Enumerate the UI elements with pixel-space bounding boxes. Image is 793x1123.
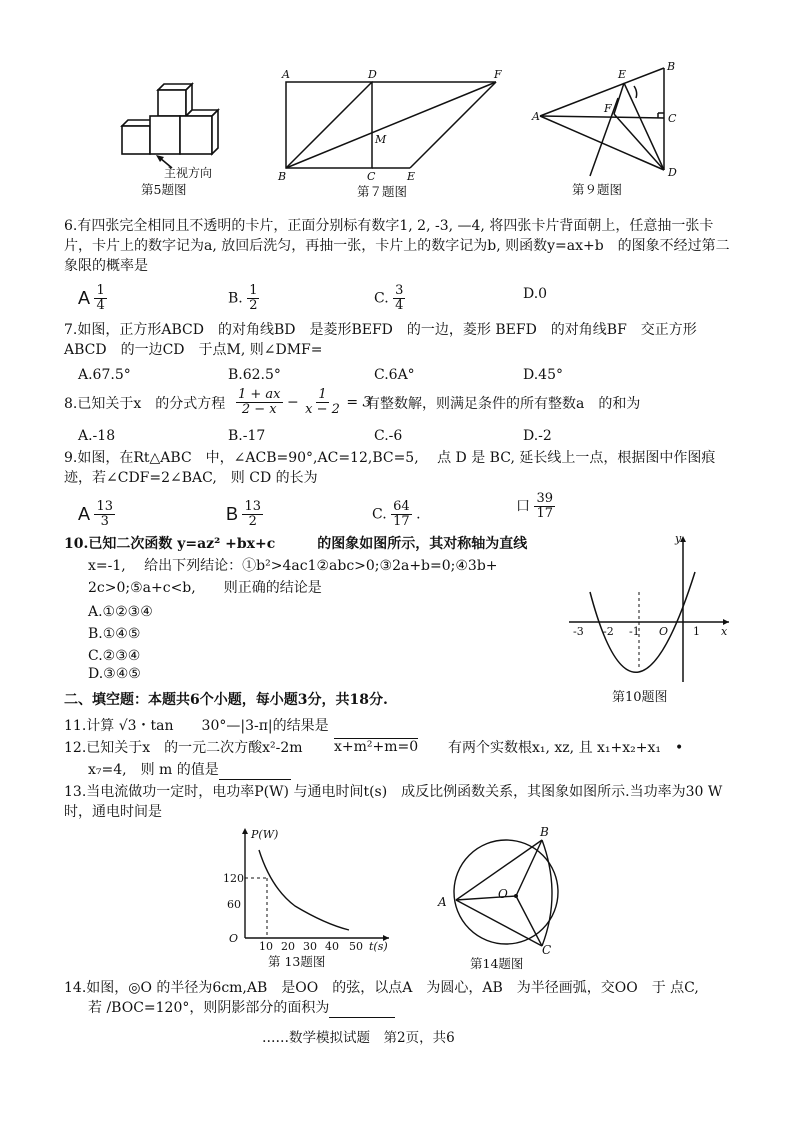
fig14-label-b: B — [540, 825, 549, 839]
page-footer: ……数学模拟试题 第2页，共6 — [262, 1030, 455, 1046]
fig13-label-30: 30 — [303, 940, 317, 953]
fig7-caption: 第７题图 — [357, 184, 408, 199]
q8-minus: − — [286, 394, 299, 411]
question-12-line1b: x+m²+m=0 — [334, 739, 419, 755]
q7-option-c: C.6A° — [374, 367, 415, 383]
figure-9-triangle — [530, 58, 690, 183]
q9-a-den: 3 — [100, 514, 109, 529]
q8-equals: = 3 — [346, 394, 372, 411]
question-6-text: 6.有四张完全相同且不透明的卡片，正面分别标有数字1, 2, -3, —4, 将四张卡片背面朝上，任意抽一张卡片，卡片上的数字记为a, 放回后洗匀，再抽一张，卡片上的数字记为b, 则函数y=ax+b 的图象不经过第二象限的概率是 — [64, 218, 730, 274]
q10-option-d: D.③④⑤ — [88, 666, 141, 682]
q9-option-d — [516, 492, 555, 521]
q6-option-b — [228, 284, 259, 313]
q9-c-num: 64 — [393, 499, 410, 514]
figure-7-square-rhombus — [270, 68, 520, 183]
question-10-line2: x=-1, 给出下列结论：①b²>4ac1②abc>0;③2a+b=0;④3b+ — [88, 558, 498, 574]
q12-line2-text: x₇=4, 则 m 的值是 — [88, 762, 219, 778]
fig13-label-10: 10 — [259, 940, 273, 953]
q6-c-num: 3 — [395, 283, 404, 298]
fig7-label-d: D — [368, 68, 377, 81]
q6-option-d: D.0 — [523, 286, 548, 302]
fig7-label-c: C — [367, 170, 376, 183]
question-11-text: 11.计算 √3・tan 30°—|3-π|的结果是 — [64, 718, 329, 734]
q9-b-num: 13 — [244, 499, 262, 514]
fig14-label-o: O — [498, 887, 508, 901]
question-8-post: 有整数解，则满足条件的所有整数a 的和为 — [366, 396, 641, 412]
q12-answer-blank[interactable] — [219, 765, 291, 780]
figure-10-parabola — [565, 532, 735, 687]
question-12-line1c: 有两个实数根x₁, xz, 且 x₁+x₂+x₁ • — [448, 740, 684, 756]
q6-option-a-label: A — [78, 288, 91, 308]
q6-option-c-label: C. — [374, 290, 389, 307]
q10-option-b: B.①④⑤ — [88, 626, 141, 642]
fig10-label-y: y — [675, 532, 682, 545]
q8-option-c: C.-6 — [374, 428, 403, 444]
q9-option-b — [226, 500, 263, 529]
fig9-label-a: A — [532, 110, 540, 123]
q9-d-num: 39 — [536, 491, 553, 506]
q7-option-a: A.67.5° — [78, 367, 131, 383]
fig10-label-o: O — [659, 625, 669, 638]
fig14-label-a: A — [438, 895, 447, 909]
question-7-text: 7.如图，正方形ABCD 的对角线BD 是菱形BEFD 的一边，菱形 BEFD 的对角线BF 交正方形 ABCD 的一边CD 于点M, 则∠DMF= — [64, 322, 697, 358]
fig10-caption: 第10题图 — [612, 690, 668, 705]
q9-option-d-label: 口 — [516, 498, 530, 515]
q9-option-c — [372, 500, 421, 529]
fig13-label-60: 60 — [227, 898, 241, 911]
q9-option-c-label: C. — [372, 506, 387, 523]
fig10-label-m2: -2 — [603, 625, 614, 638]
question-14-line1: 14.如图，◎O 的半径为6cm,AB 是OO 的弦，以点A 为圆心，AB 为半径画弧，交OO 于 点C, — [64, 980, 699, 996]
fig14-caption: 第14题图 — [470, 956, 524, 971]
fig9-label-e: E — [618, 68, 627, 81]
question-8-pre: 8.已知关于x 的分式方程 — [64, 396, 226, 412]
fig9-label-d: D — [668, 166, 677, 179]
q9-option-b-label: B — [226, 504, 239, 524]
q8-frac1-den: 2 − x — [241, 402, 277, 417]
fig13-label-50: 50 — [349, 940, 363, 953]
q9-d-den: 17 — [536, 506, 553, 521]
question-14-line2 — [88, 998, 395, 1018]
q7-option-b: B.62.5° — [228, 367, 281, 383]
fig9-label-f: F — [604, 102, 612, 115]
question-12-line2 — [88, 760, 291, 780]
q6-a-num: 1 — [96, 283, 105, 298]
q6-option-a — [78, 284, 107, 313]
fig5-arrow-label: 主视方向 — [164, 166, 213, 180]
fig7-label-b: B — [278, 170, 287, 183]
fig13-label-120: 120 — [223, 872, 244, 885]
fig9-label-c: C — [668, 112, 677, 125]
q9-c-den: 17 — [393, 514, 410, 529]
q6-option-c — [374, 284, 405, 313]
q6-c-den: 4 — [395, 298, 404, 313]
q8-frac1-num: 1 + ax — [238, 387, 281, 402]
fig10-label-1: 1 — [693, 625, 700, 638]
figure-14-circle — [436, 826, 576, 956]
fig7-label-m: M — [375, 133, 387, 146]
fig7-label-e: E — [407, 170, 416, 183]
fig13-caption: 第 13题图 — [268, 954, 326, 969]
q9-option-a-label: A — [78, 504, 91, 524]
q9-b-den: 2 — [248, 514, 257, 529]
q6-option-b-label: B. — [228, 290, 243, 307]
fig13-label-40: 40 — [325, 940, 339, 953]
q6-b-den: 2 — [249, 298, 258, 313]
q9-c-suffix: . — [416, 506, 421, 523]
q10-option-a: A.①②③④ — [88, 604, 153, 620]
q8-equation — [236, 388, 371, 417]
q8-option-d: D.-2 — [523, 428, 552, 444]
fig13-label-pw: P(W) — [251, 828, 279, 841]
q14-line2-text: 若 /BOC=120°，则阴影部分的面积为 — [88, 1000, 330, 1016]
fig9-label-b: B — [667, 60, 676, 73]
q9-a-num: 13 — [96, 499, 114, 514]
q6-b-num: 1 — [249, 283, 258, 298]
q8-option-b: B.-17 — [228, 428, 266, 444]
q6-a-den: 4 — [96, 298, 105, 313]
q8-frac2-den: x − 2 — [305, 402, 340, 417]
q10-option-c: C.②③④ — [88, 648, 141, 664]
fig7-label-a: A — [282, 68, 290, 81]
q7-option-d: D.45° — [523, 367, 563, 383]
q9-option-a — [78, 500, 115, 529]
fig10-label-x: x — [721, 625, 728, 638]
fig10-label-m1: -1 — [629, 625, 640, 638]
q14-answer-blank[interactable] — [329, 1003, 395, 1018]
q8-frac2-num: 1 — [318, 387, 327, 402]
question-9-text: 9.如图，在Rt△ABC 中，∠ACB=90°,AC=12,BC=5, 点 D 是 BC, 延长线上一点，根据图中作图痕迹，若∠CDF=2∠BAC, 则 CD 的长为 — [64, 450, 716, 486]
fig13-label-20: 20 — [281, 940, 295, 953]
q8-option-a: A.-18 — [78, 428, 116, 444]
fig13-label-ts: t(s) — [369, 940, 388, 953]
fig10-label-m3: -3 — [573, 625, 584, 638]
fig7-label-f: F — [494, 68, 502, 81]
fig14-label-c: C — [542, 943, 552, 957]
fig5-caption: 第5题图 — [141, 182, 187, 197]
question-12-line1a: 12.已知关于x 的一元二次方酸x²-2m — [64, 740, 303, 756]
figure-13-graph — [215, 826, 395, 954]
question-10-line3: 2c>0;⑤a+c<b, 则正确的结论是 — [88, 580, 322, 596]
question-10-line1: 10.已知二次函数 y=az² +bx+c 的图象如图所示，其对称轴为直线 — [64, 536, 528, 552]
fig9-caption: 第９题图 — [572, 182, 623, 197]
section-2-heading: 二、填空题：本题共6个小题，每小题3分，共18分. — [64, 692, 388, 708]
fig13-label-o: O — [229, 932, 239, 945]
question-13-text: 13.当电流做功一定时，电功率P(W) 与通电时间t(s) 成反比例函数关系，其图象如图所示.当功率为30 W时，通电时间是 — [64, 784, 723, 820]
